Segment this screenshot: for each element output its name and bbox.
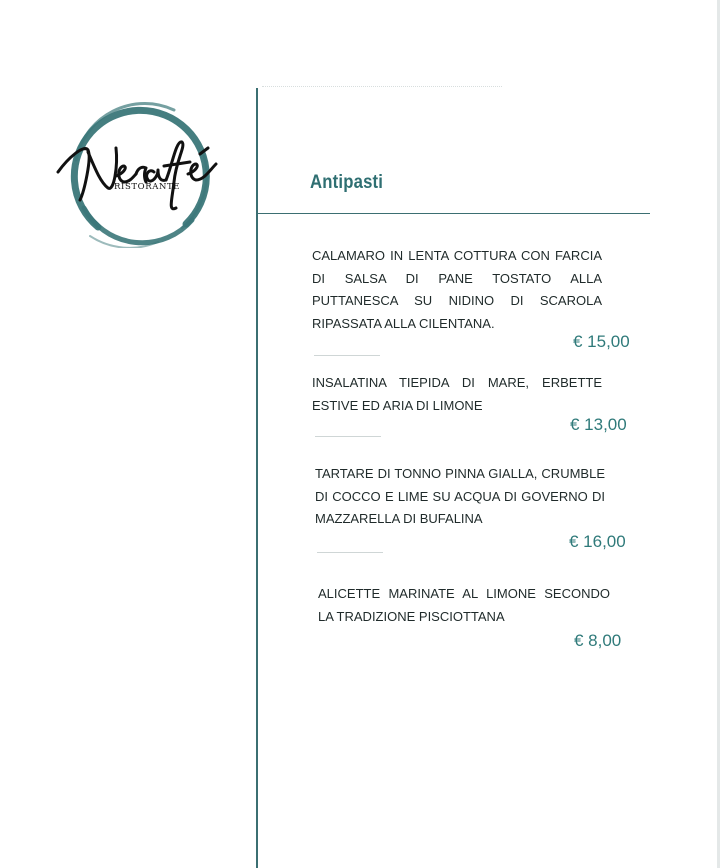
menu-item-price: € 8,00 — [574, 631, 622, 650]
menu-item-price: € 15,00 — [573, 332, 630, 351]
menu-item-description: INSALATINA TIEPIDA DI MARE, ERBETTE ESTIVE ED ARIA DI LIMONE — [312, 375, 602, 413]
menu-item-price: € 16,00 — [569, 532, 626, 551]
title-underline — [258, 213, 650, 214]
logo-subtitle: RISTORANTE — [114, 182, 181, 192]
menu-item-price: € 13,00 — [570, 415, 627, 434]
menu-item-description: ALICETTE MARINATE AL LIMONE SECONDO LA TRADIZIONE PISCIOTTANA — [318, 586, 610, 624]
menu-item-description: TARTARE DI TONNO PINNA GIALLA, CRUMBLE DI COCCO E LIME SU ACQUA DI GOVERNO DI MAZZARELLA DI BUFALINA — [315, 466, 605, 526]
vertical-divider — [256, 88, 258, 868]
item-separator — [315, 436, 381, 437]
item-separator — [314, 355, 380, 356]
restaurant-logo — [54, 96, 224, 248]
item-separator — [317, 552, 383, 553]
section-title: Antipasti — [310, 172, 384, 193]
logo-ring-icon — [54, 96, 224, 248]
dotted-divider — [262, 86, 502, 87]
menu-item-description: CALAMARO IN LENTA COTTURA CON FARCIA DI SALSA DI PANE TOSTATO ALLA PUTTANESCA SU NIDINO DI SCAROLA RIPASSATA ALLA CILENTANA. — [312, 248, 602, 331]
